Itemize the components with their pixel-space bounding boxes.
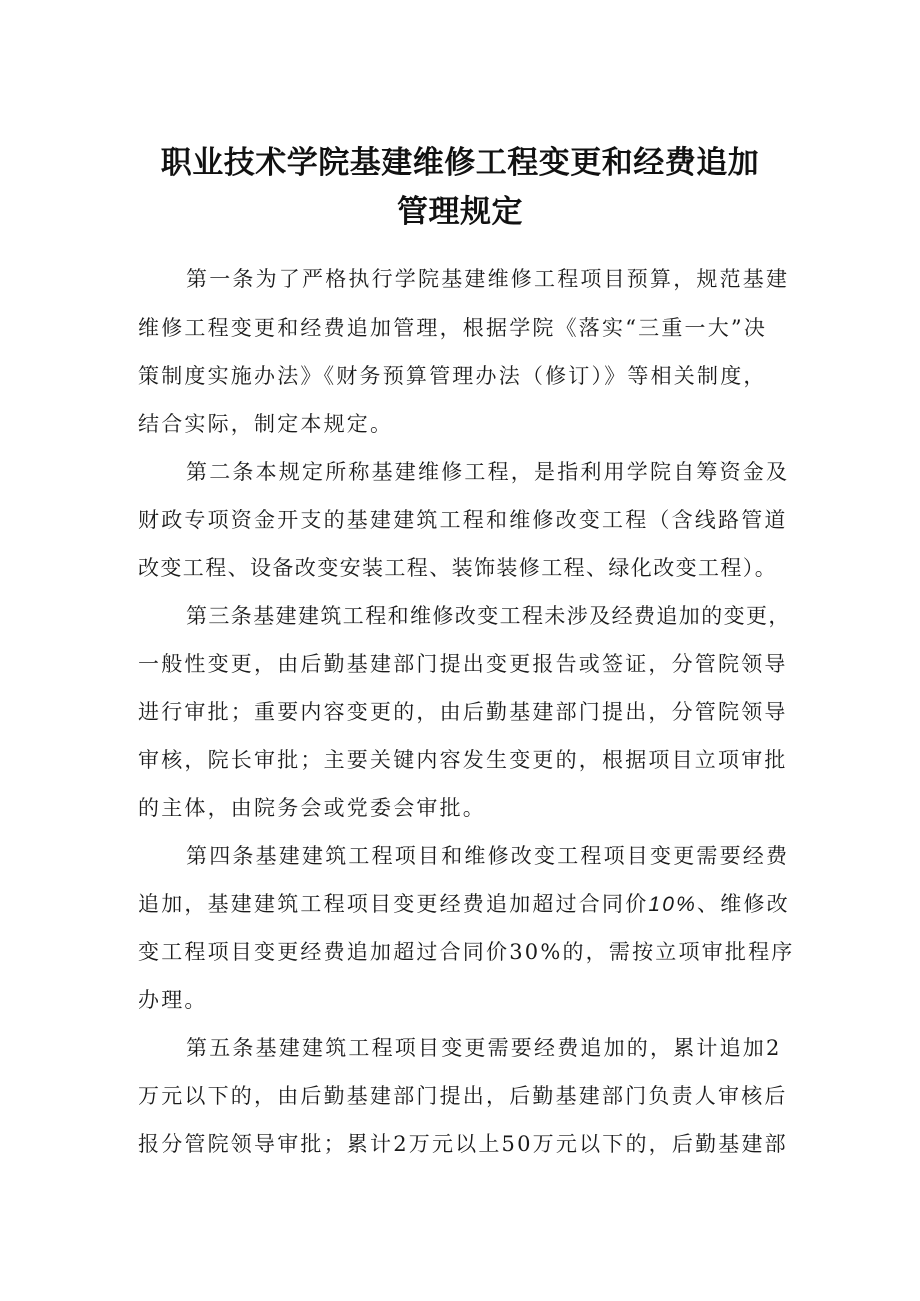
article-1-line-1: 第一条为了严格执行学院基建维修工程项目预算，规范基建 — [186, 267, 790, 291]
article-3-line-4: 审核，院长审批；主要关键内容发生变更的，根据项目立项审批 — [138, 748, 788, 772]
article-2-line-2: 财政专项资金开支的基建建筑工程和维修改变工程（含线路管道 — [138, 508, 788, 532]
article-1-line-4: 结合实际，制定本规定。 — [138, 412, 394, 436]
article-1-line-3: 策制度实施办法》《财务预算管理办法（修订）》等相关制度， — [138, 364, 767, 388]
article-3-line-3: 进行审批；重要内容变更的，由后勤基建部门提出，分管院领导 — [138, 700, 788, 724]
article-3-line-1: 第三条基建建筑工程和维修改变工程未涉及经费追加的变更， — [186, 604, 791, 628]
article-4-line-2-text: 追加，基建建筑工程项目变更经费追加超过合同价 — [138, 892, 649, 916]
article-4-line-4: 办理。 — [138, 988, 208, 1012]
article-4-line-2-tail: 、维修改 — [697, 892, 790, 916]
document-title-continued: 管理规定 — [397, 194, 523, 230]
article-4-line-1: 第四条基建建筑工程项目和维修改变工程项目变更需要经费 — [186, 844, 790, 868]
article-2-line-1: 第二条本规定所称基建维修工程，是指利用学院自筹资金及 — [186, 460, 790, 484]
document-title: 职业技术学院基建维修工程变更和经费追加 — [160, 145, 760, 181]
article-5-line-3: 报分管院领导审批；累计2万元以上50万元以下的，后勤基建部 — [138, 1132, 788, 1156]
article-5-line-2: 万元以下的，由后勤基建部门提出，后勤基建部门负责人审核后 — [138, 1084, 788, 1108]
article-4-line-2 — [138, 889, 790, 920]
article-4-line-3: 变工程项目变更经费追加超过合同价30%的，需按立项审批程序 — [138, 940, 795, 964]
percentage-10: 10% — [648, 893, 698, 916]
article-2-line-3: 改变工程、设备改变安装工程、装饰装修工程、绿化改变工程）。 — [138, 556, 778, 580]
article-3-line-5: 的主体，由院务会或党委会审批。 — [138, 796, 486, 820]
article-5-line-1: 第五条基建建筑工程项目变更需要经费追加的，累计追加2 — [186, 1036, 782, 1060]
article-3-line-2: 一般性变更，由后勤基建部门提出变更报告或签证，分管院领导 — [138, 652, 788, 676]
article-1-line-2: 维修工程变更和经费追加管理，根据学院《落实“三重一大”决 — [138, 316, 768, 340]
